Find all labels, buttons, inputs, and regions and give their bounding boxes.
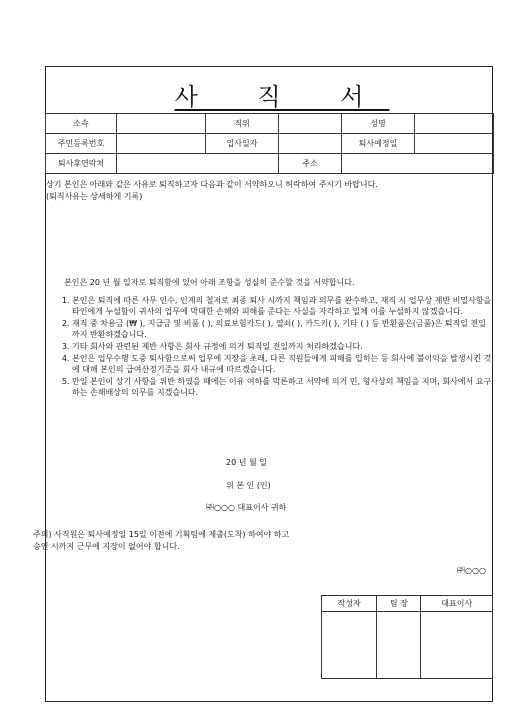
name-value[interactable] (415, 114, 494, 134)
dept-label: 소속 (46, 114, 117, 134)
position-label: 직위 (206, 114, 279, 134)
pledge-text: 본인은 20 년 월 일자로 퇴직함에 있어 아래 조항을 성실히 준수할 것을 서약합니다. (64, 278, 355, 287)
statement-block (46, 179, 378, 203)
pledge-item: 5. 만일 본인이 상기 사항을 위반 하였을 때에는 이유 여하를 막론하고 서약에 의거 민, 형사상의 책임을 지며, 회사에서 요구하는 손해배상의 의무를 지겠습니다. (72, 376, 492, 398)
address-value[interactable] (342, 154, 494, 174)
approval-sign-ceo[interactable] (421, 612, 493, 679)
reason-note: (퇴직사유는 상세하게 기록) (46, 192, 143, 201)
form-title: 사 직 서 (174, 83, 390, 111)
position-value[interactable] (279, 114, 342, 134)
applicant-info-table (45, 113, 494, 174)
company-name: ㈜○○○ (457, 566, 486, 575)
notice (33, 529, 473, 553)
approval-sign-team-lead[interactable] (377, 612, 421, 679)
address-label: 주소 (279, 154, 342, 174)
pledge-item: 1. 본인은 퇴직에 따른 사무 인수, 인계의 철저로 최종 퇴사 시까지 책임과 의무를 완수하고, 재직 시 업무상 제반 비밀사항을 타인에게 누설함이 귀사의 업무에 막대한 손해와 피해를 준다는 사실을 자각하고 일체 이를 누설하지 않겠습니다. (72, 295, 492, 317)
resign-date-value[interactable] (415, 134, 494, 154)
contact-label: 퇴사후연락처 (46, 154, 117, 174)
approval-col-ceo: 대표이사 (421, 596, 493, 612)
date-line: 20 년 월 일 (226, 458, 267, 467)
contact-value[interactable] (117, 154, 279, 174)
resignation-form (33, 66, 493, 702)
approval-sign-writer[interactable] (322, 612, 377, 679)
name-label: 성명 (342, 114, 415, 134)
hire-date-value[interactable] (279, 134, 342, 154)
dept-value[interactable] (117, 114, 206, 134)
pledge-item: 3. 기타 회사와 관련된 제반 사항은 회사 규정에 의거 퇴직일 전일까지 처리하겠습니다. (72, 341, 492, 352)
pledge-item: 2. 재직 중 차용금 (₩ ), 지급금 및 비품 ( ), 의료보험카드( ), 열쇠( ), 카드키( ), 기타 ( ) 등 반환품은(금품)은 퇴직일 전일까지 반환하겠습니다. (72, 318, 492, 340)
statement-text: 상기 본인은 아래와 같은 사유로 퇴직하고자 다음과 같이 서약하오니 허락하여 주시기 바랍니다. (46, 180, 378, 189)
pledge-items (58, 295, 492, 399)
approval-col-team-lead: 팀 장 (377, 596, 421, 612)
approval-table (321, 595, 493, 679)
notice-line-2: 승인 시까지 근무에 지장이 없어야 합니다. (33, 542, 180, 551)
hire-date-label: 입사일자 (206, 134, 279, 154)
resign-date-label: 퇴사예정일 (342, 134, 415, 154)
id-label: 주민등록번호 (46, 134, 117, 154)
signer-line: 위 본 인 (인) (226, 481, 271, 490)
id-value[interactable] (117, 134, 206, 154)
approval-col-writer: 작성자 (322, 596, 377, 612)
notice-line-1: 주의) 사직원은 퇴사예정일 15일 이전에 기획팀에 제출(도착) 하여야 하고 (33, 530, 290, 539)
pledge-item: 4. 본인은 업무수행 도중 퇴사함으로써 업무에 지장을 초래, 다른 직원들에게 피해를 입히는 등 회사에 불이익을 발생시킨 것에 대해 본인의 급여산정기준을 회사 내규에 따르겠습니다. (72, 353, 492, 375)
recipient-line: ㈜○○○ 대표이사 귀하 (206, 503, 287, 512)
